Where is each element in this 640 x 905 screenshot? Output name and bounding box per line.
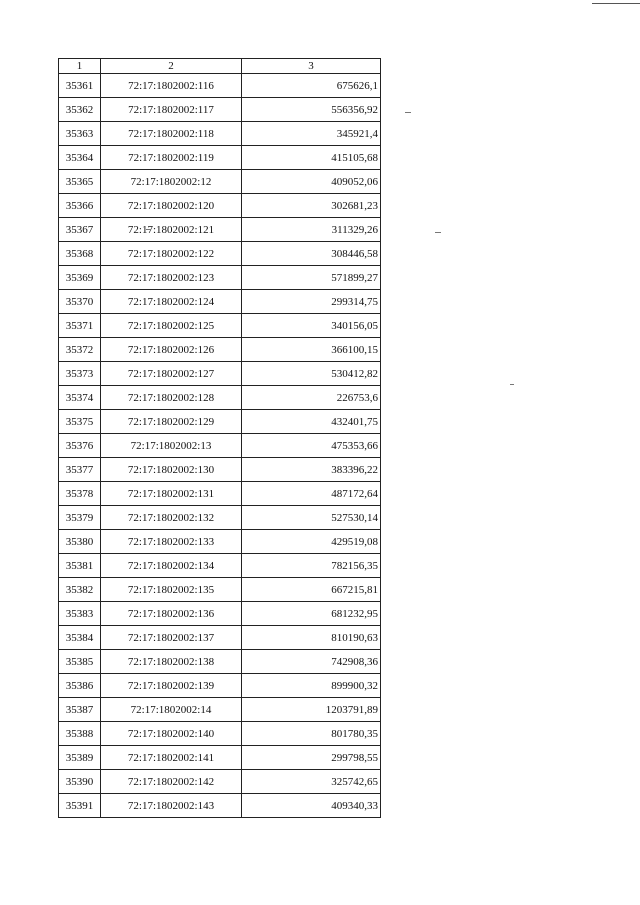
row-number-cell: 35362 (59, 98, 101, 122)
row-number-cell: 35372 (59, 338, 101, 362)
row-number-cell: 35379 (59, 506, 101, 530)
row-number-cell: 35387 (59, 698, 101, 722)
row-number-cell: 35377 (59, 458, 101, 482)
table-row (59, 578, 381, 602)
cadastral-value-cell: 530412,82 (242, 362, 381, 386)
cadastral-value-cell: 299798,55 (242, 746, 381, 770)
table-row (59, 602, 381, 626)
table-row (59, 554, 381, 578)
scan-speck (405, 112, 411, 113)
column-header-3: 3 (242, 59, 381, 74)
row-number-cell: 35386 (59, 674, 101, 698)
row-number-cell: 35370 (59, 290, 101, 314)
row-number-cell: 35388 (59, 722, 101, 746)
cadastral-number-cell: 72:17:1802002:131 (101, 482, 242, 506)
table-row (59, 458, 381, 482)
cadastral-number-cell: 72:17:1802002:137 (101, 626, 242, 650)
row-number-cell: 35373 (59, 362, 101, 386)
table-row (59, 74, 381, 98)
table-row (59, 122, 381, 146)
row-number-cell: 35361 (59, 74, 101, 98)
table-row (59, 434, 381, 458)
cadastral-value-cell: 742908,36 (242, 650, 381, 674)
table-row (59, 698, 381, 722)
scan-speck (510, 384, 514, 385)
table-row (59, 626, 381, 650)
table-row (59, 770, 381, 794)
cadastral-number-cell: 72:17:1802002:127 (101, 362, 242, 386)
row-number-cell: 35385 (59, 650, 101, 674)
cadastral-number-cell: 72:17:1802002:140 (101, 722, 242, 746)
cadastral-value-cell: 345921,4 (242, 122, 381, 146)
cadastral-value-cell: 308446,58 (242, 242, 381, 266)
row-number-cell: 35378 (59, 482, 101, 506)
cadastral-number-cell: 72:17:1802002:13 (101, 434, 242, 458)
cadastral-value-cell: 226753,6 (242, 386, 381, 410)
cadastral-number-cell: 72:17:1802002:135 (101, 578, 242, 602)
table-row (59, 218, 381, 242)
row-number-cell: 35384 (59, 626, 101, 650)
column-header-1: 1 (59, 59, 101, 74)
cadastral-number-cell: 72:17:1802002:122 (101, 242, 242, 266)
cadastral-number-cell: 72:17:1802002:142 (101, 770, 242, 794)
cadastral-number-cell: 72:17:1802002:123 (101, 266, 242, 290)
cadastral-number-cell: 72:17:1802002:134 (101, 554, 242, 578)
row-number-cell: 35389 (59, 746, 101, 770)
cadastral-number-cell: 72:17:1802002:14 (101, 698, 242, 722)
row-number-cell: 35363 (59, 122, 101, 146)
column-header-2: 2 (101, 59, 242, 74)
row-number-cell: 35367 (59, 218, 101, 242)
cadastral-value-cell: 429519,08 (242, 530, 381, 554)
scan-speck (435, 232, 441, 233)
cadastral-value-cell: 299314,75 (242, 290, 381, 314)
cadastral-value-cell: 475353,66 (242, 434, 381, 458)
table-row (59, 98, 381, 122)
cadastral-value-cell: 340156,05 (242, 314, 381, 338)
cadastral-number-cell: 72:17:1802002:136 (101, 602, 242, 626)
row-number-cell: 35381 (59, 554, 101, 578)
cadastral-value-cell: 366100,15 (242, 338, 381, 362)
cadastral-value-cell: 415105,68 (242, 146, 381, 170)
table-row (59, 266, 381, 290)
table-row (59, 506, 381, 530)
cadastral-value-cell: 556356,92 (242, 98, 381, 122)
table-row (59, 482, 381, 506)
cadastral-value-cell: 667215,81 (242, 578, 381, 602)
row-number-cell: 35366 (59, 194, 101, 218)
table-row (59, 314, 381, 338)
cadastral-value-cell: 311329,26 (242, 218, 381, 242)
table-row (59, 530, 381, 554)
cadastral-value-cell: 571899,27 (242, 266, 381, 290)
cadastral-value-cell: 1203791,89 (242, 698, 381, 722)
cadastral-number-cell: 72:17:1802002:132 (101, 506, 242, 530)
cadastral-number-cell: 72:17:1802002:141 (101, 746, 242, 770)
cadastral-number-cell: 72:17:1802002:119 (101, 146, 242, 170)
cadastral-value-cell: 409052,06 (242, 170, 381, 194)
row-number-cell: 35371 (59, 314, 101, 338)
cadastral-number-cell: 72:17:1802002:118 (101, 122, 242, 146)
cadastral-value-cell: 810190,63 (242, 626, 381, 650)
cadastral-value-cell: 325742,65 (242, 770, 381, 794)
cadastral-number-cell: 72:17:1802002:117 (101, 98, 242, 122)
cadastral-value-cell: 899900,32 (242, 674, 381, 698)
row-number-cell: 35364 (59, 146, 101, 170)
table-row (59, 794, 381, 818)
cadastral-number-cell: 72:17:1802002:133 (101, 530, 242, 554)
cadastral-number-cell: 72:17:1802002:126 (101, 338, 242, 362)
column-number-row (59, 59, 381, 74)
cadastral-number-cell: 72:17:1802002:12 (101, 170, 242, 194)
table-row (59, 290, 381, 314)
table-row (59, 386, 381, 410)
cadastral-value-cell: 487172,64 (242, 482, 381, 506)
table-row (59, 674, 381, 698)
cadastral-number-cell: 72:17:1802002:120 (101, 194, 242, 218)
cadastral-number-cell: 72:17:1802002:129 (101, 410, 242, 434)
table-row (59, 362, 381, 386)
cadastral-value-cell: 409340,33 (242, 794, 381, 818)
cadastral-number-cell: 72:17:1802002:138 (101, 650, 242, 674)
cadastral-number-cell: 72:17:1802002:121 (101, 218, 242, 242)
cadastral-number-cell: 72:17:1802002:116 (101, 74, 242, 98)
cadastral-value-cell: 302681,23 (242, 194, 381, 218)
row-number-cell: 35391 (59, 794, 101, 818)
table-row (59, 242, 381, 266)
cadastral-value-cell: 681232,95 (242, 602, 381, 626)
table-body (59, 74, 381, 818)
table-row (59, 170, 381, 194)
row-number-cell: 35383 (59, 602, 101, 626)
table-row (59, 338, 381, 362)
row-number-cell: 35382 (59, 578, 101, 602)
table-row (59, 194, 381, 218)
row-number-cell: 35376 (59, 434, 101, 458)
top-edge-rule (592, 3, 640, 4)
row-number-cell: 35365 (59, 170, 101, 194)
cadastral-value-cell: 801780,35 (242, 722, 381, 746)
cadastral-value-table (58, 58, 381, 818)
table-row (59, 650, 381, 674)
table-row (59, 746, 381, 770)
row-number-cell: 35390 (59, 770, 101, 794)
row-number-cell: 35375 (59, 410, 101, 434)
cadastral-number-cell: 72:17:1802002:130 (101, 458, 242, 482)
cadastral-value-cell: 432401,75 (242, 410, 381, 434)
cadastral-number-cell: 72:17:1802002:124 (101, 290, 242, 314)
cadastral-value-cell: 675626,1 (242, 74, 381, 98)
row-number-cell: 35374 (59, 386, 101, 410)
scan-speck (146, 229, 151, 230)
cadastral-number-cell: 72:17:1802002:143 (101, 794, 242, 818)
table-row (59, 722, 381, 746)
table-row (59, 146, 381, 170)
row-number-cell: 35380 (59, 530, 101, 554)
cadastral-value-cell: 383396,22 (242, 458, 381, 482)
cadastral-value-cell: 782156,35 (242, 554, 381, 578)
cadastral-value-cell: 527530,14 (242, 506, 381, 530)
cadastral-number-cell: 72:17:1802002:139 (101, 674, 242, 698)
row-number-cell: 35368 (59, 242, 101, 266)
row-number-cell: 35369 (59, 266, 101, 290)
cadastral-number-cell: 72:17:1802002:128 (101, 386, 242, 410)
table-row (59, 410, 381, 434)
cadastral-number-cell: 72:17:1802002:125 (101, 314, 242, 338)
